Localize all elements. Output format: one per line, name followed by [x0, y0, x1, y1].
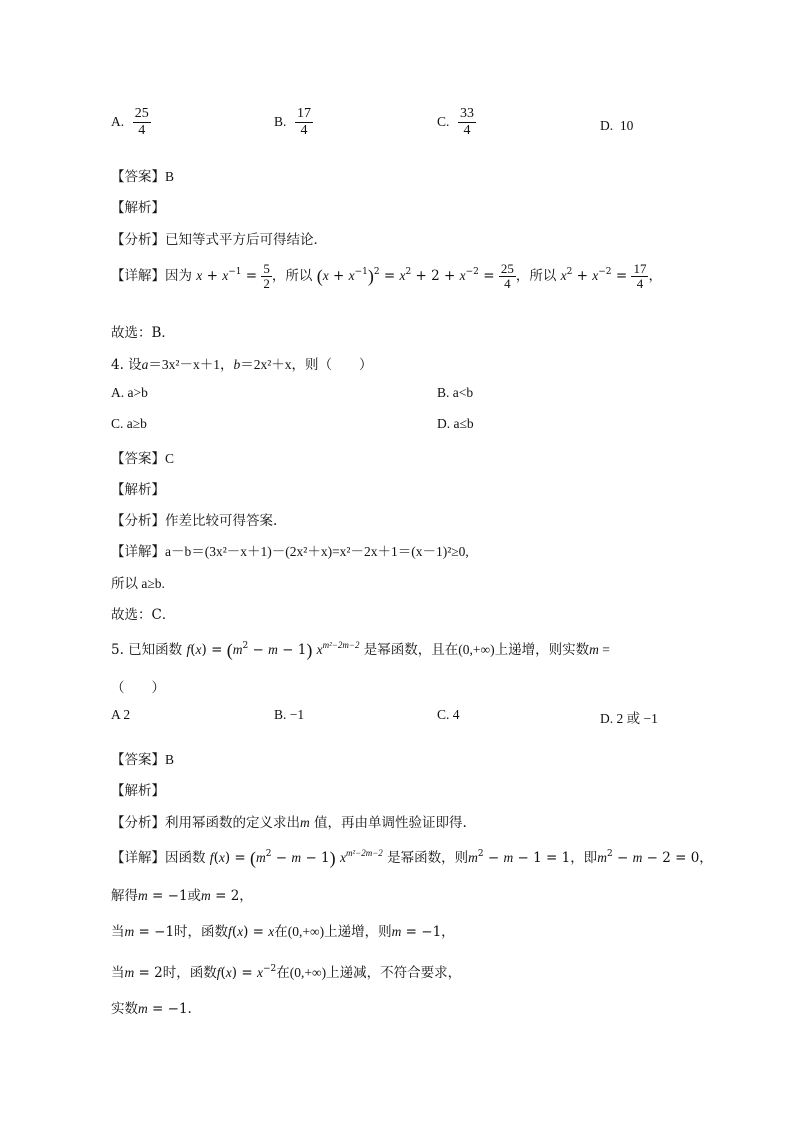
q5-option-a[interactable]: A 2: [111, 707, 131, 722]
q3-option-c[interactable]: C. $\frac{33}{4}$: [437, 106, 474, 138]
q4-option-d[interactable]: D. a≤b: [437, 416, 474, 431]
fraction: $\frac{17}{4}$: [633, 261, 647, 291]
q5-paren: （ ）: [111, 680, 165, 696]
q5-answer: 【答案】B: [111, 752, 175, 768]
q5-fenxi: 【分析】利用幂函数的定义求出m 值，再由单调性验证即得.: [111, 815, 467, 831]
fraction: $\frac{17}{4}$: [296, 106, 311, 138]
q4-option-a[interactable]: A. a>b: [111, 385, 148, 400]
q4-option-c[interactable]: C. a≥b: [111, 416, 147, 431]
q3-analysis-heading: 【解析】: [111, 200, 165, 216]
q5-analysis-heading: 【解析】: [111, 783, 165, 799]
q5-final: 实数m = −1.: [111, 1001, 192, 1017]
q5-case1: 当m = −1时，函数f(x) = x在(0,+∞)上递增，则m = −1，: [111, 924, 455, 940]
fraction: $\frac{33}{4}$: [459, 106, 474, 138]
q5-solve: 解得m = −1或m = 2，: [111, 888, 253, 904]
fraction: $\frac{25}{4}$: [500, 261, 514, 291]
q4-fenxi: 【分析】作差比较可得答案.: [111, 513, 278, 529]
q3-conclusion: 故选：B．: [111, 325, 175, 341]
fraction: $\frac{5}{2}$: [263, 261, 270, 291]
q4-option-b[interactable]: B. a<b: [437, 385, 474, 400]
q3-detail: 【详解】因为 $x + x^{-1}$ = $\frac{5}{2}$ ，所以 $(x + x^{-1})^2 = x^2 + 2 + x^{-2}$ = $\frac{25}{4}$ ，所以 $x^2 + x^{-2}$ = $\frac{17}{4}$ ，: [111, 261, 662, 291]
q5-option-b[interactable]: B. −1: [274, 707, 305, 722]
q4-analysis-heading: 【解析】: [111, 482, 165, 498]
q4-conclusion: 故选：C．: [111, 607, 176, 623]
q4-stem: 4. 设a＝3x²－x＋1，b＝2x²＋x，则（ ）: [111, 357, 373, 373]
q3-answer: 【答案】B: [111, 169, 175, 185]
fraction: $\frac{25}{4}$: [134, 106, 149, 138]
q3-option-d[interactable]: D. 10: [600, 118, 634, 133]
q4-detail: 【详解】a－b＝(3x²－x＋1)－(2x²＋x)=x²－2x＋1＝(x－1)²≥0,: [111, 544, 469, 560]
q5-option-d[interactable]: D. 2 或 −1: [600, 711, 658, 726]
q5-case2: 当m = 2时，函数$f(x) = x^{-2}$在(0,+∞)上递减，不符合要求，: [111, 964, 462, 981]
q3-option-b[interactable]: B. $\frac{17}{4}$: [274, 106, 311, 138]
q5-stem: 5. 已知函数 $f(x) = (m^2 - m - 1)$ $x^{m^2-2m-2}$ 是幂函数，且在(0,+∞)上递增，则实数m =: [111, 640, 610, 660]
q3-option-a[interactable]: A. $\frac{25}{4}$: [111, 106, 149, 138]
q3-fenxi: 【分析】已知等式平方后可得结论．: [111, 232, 327, 248]
q4-answer: 【答案】C: [111, 451, 175, 467]
q5-detail: 【详解】因函数 $f(x) = (m^2 - m - 1)$ $x^{m^2-2m-2}$ 是幂函数，则$m^2 - m - 1 = 1$，即$m^2 - m - 2 = 0$，: [111, 848, 713, 868]
q5-option-c[interactable]: C. 4: [437, 707, 460, 722]
q4-so: 所以 a≥b.: [111, 576, 165, 591]
